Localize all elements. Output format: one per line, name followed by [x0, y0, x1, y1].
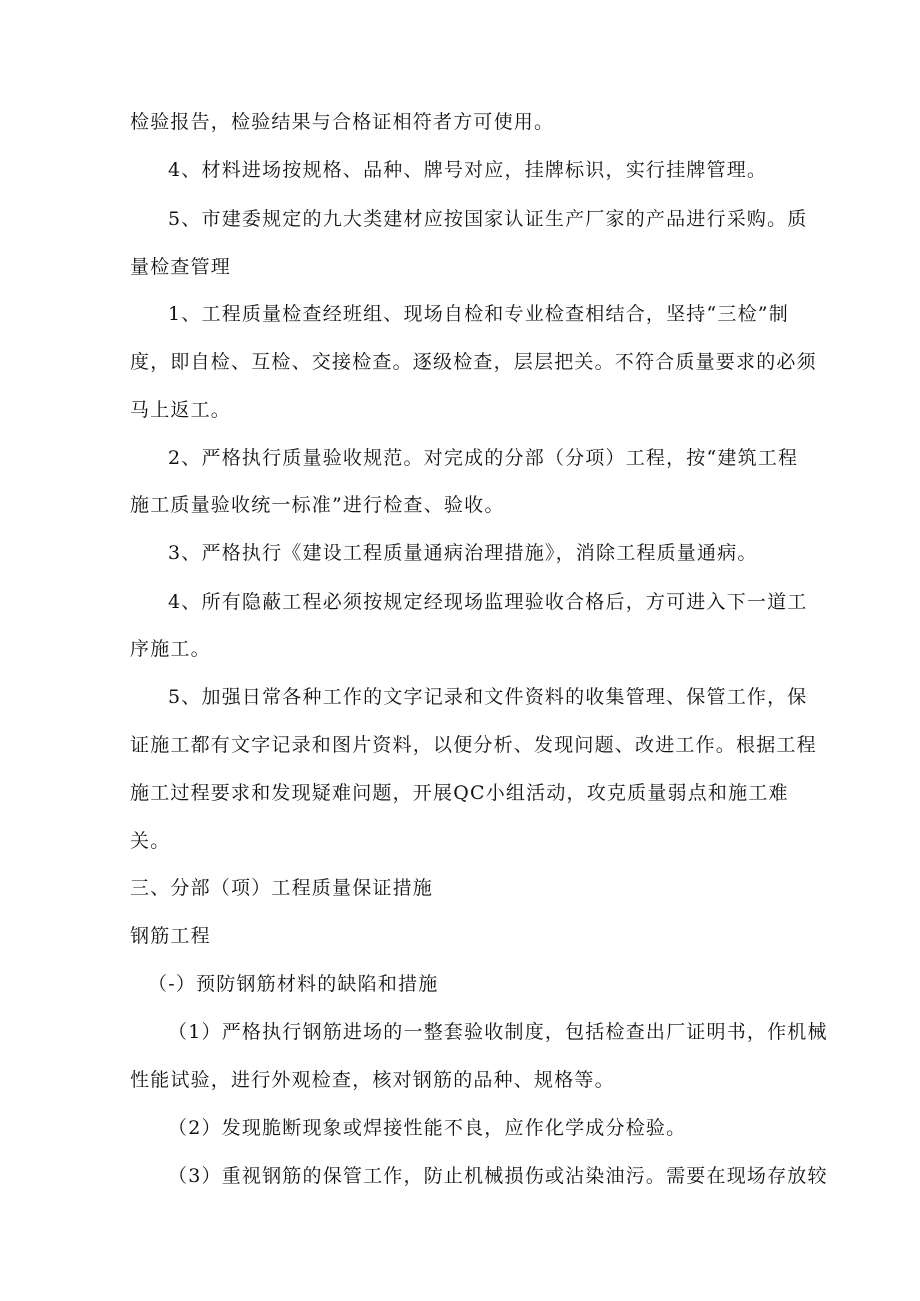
text-line: 度，即自检、互检、交接检查。逐级检查，层层把关。不符合质量要求的必须 — [130, 351, 817, 373]
subsection-heading: 钢筋工程 — [130, 925, 211, 947]
text-line: （3）重视钢筋的保管工作，防止机械损伤或沾染油污。需要在现场存放较 — [168, 1165, 828, 1187]
text-line: 证施工都有文字记录和图片资料，以便分析、发现问题、改进工作。根据工程 — [130, 734, 817, 756]
text-line: 2、严格执行质量验收规范。对完成的分部（分项）工程，按“建筑工程 — [168, 447, 799, 469]
section-heading: 三、分部（项）工程质量保证措施 — [130, 877, 434, 899]
text-line: 序施工。 — [130, 638, 211, 660]
item-heading: （-）预防钢筋材料的缺陷和措施 — [148, 973, 439, 995]
text-line: 4、材料进场按规格、品种、牌号对应，挂牌标识，实行挂牌管理。 — [168, 159, 768, 181]
text-line: 4、所有隐蔽工程必须按规定经现场监理验收合格后，方可进入下一道工 — [168, 591, 808, 613]
text-line: 施工质量验收统一标准”进行检查、验收。 — [130, 494, 505, 516]
text-line: （2）发现脆断现象或焊接性能不良，应作化学成分检验。 — [168, 1117, 687, 1139]
text-line: 5、加强日常各种工作的文字记录和文件资料的收集管理、保管工作，保 — [168, 686, 808, 708]
text-line: 性能试验，进行外观检查，核对钢筋的品种、规格等。 — [130, 1069, 615, 1091]
text-line: 关。 — [130, 830, 171, 852]
text-line: 5、市建委规定的九大类建材应按国家认证生产厂家的产品进行采购。质 — [168, 208, 808, 230]
text-line: （1）严格执行钢筋进场的一整套验收制度，包括检查出厂证明书，作机械 — [168, 1021, 828, 1043]
text-line: 马上返工。 — [130, 399, 232, 421]
text-line: 量检查管理 — [130, 256, 232, 278]
text-line: 施工过程要求和发现疑难问题，开展QC小组活动，攻克质量弱点和施工难 — [130, 782, 789, 804]
text-line: 检验报告，检验结果与合格证相符者方可使用。 — [130, 111, 555, 133]
text-line: 1、工程质量检查经班组、现场自检和专业检查相结合，坚持“三检”制 — [168, 303, 789, 325]
text-line: 3、严格执行《建设工程质量通病治理措施》，消除工程质量通病。 — [168, 542, 758, 564]
